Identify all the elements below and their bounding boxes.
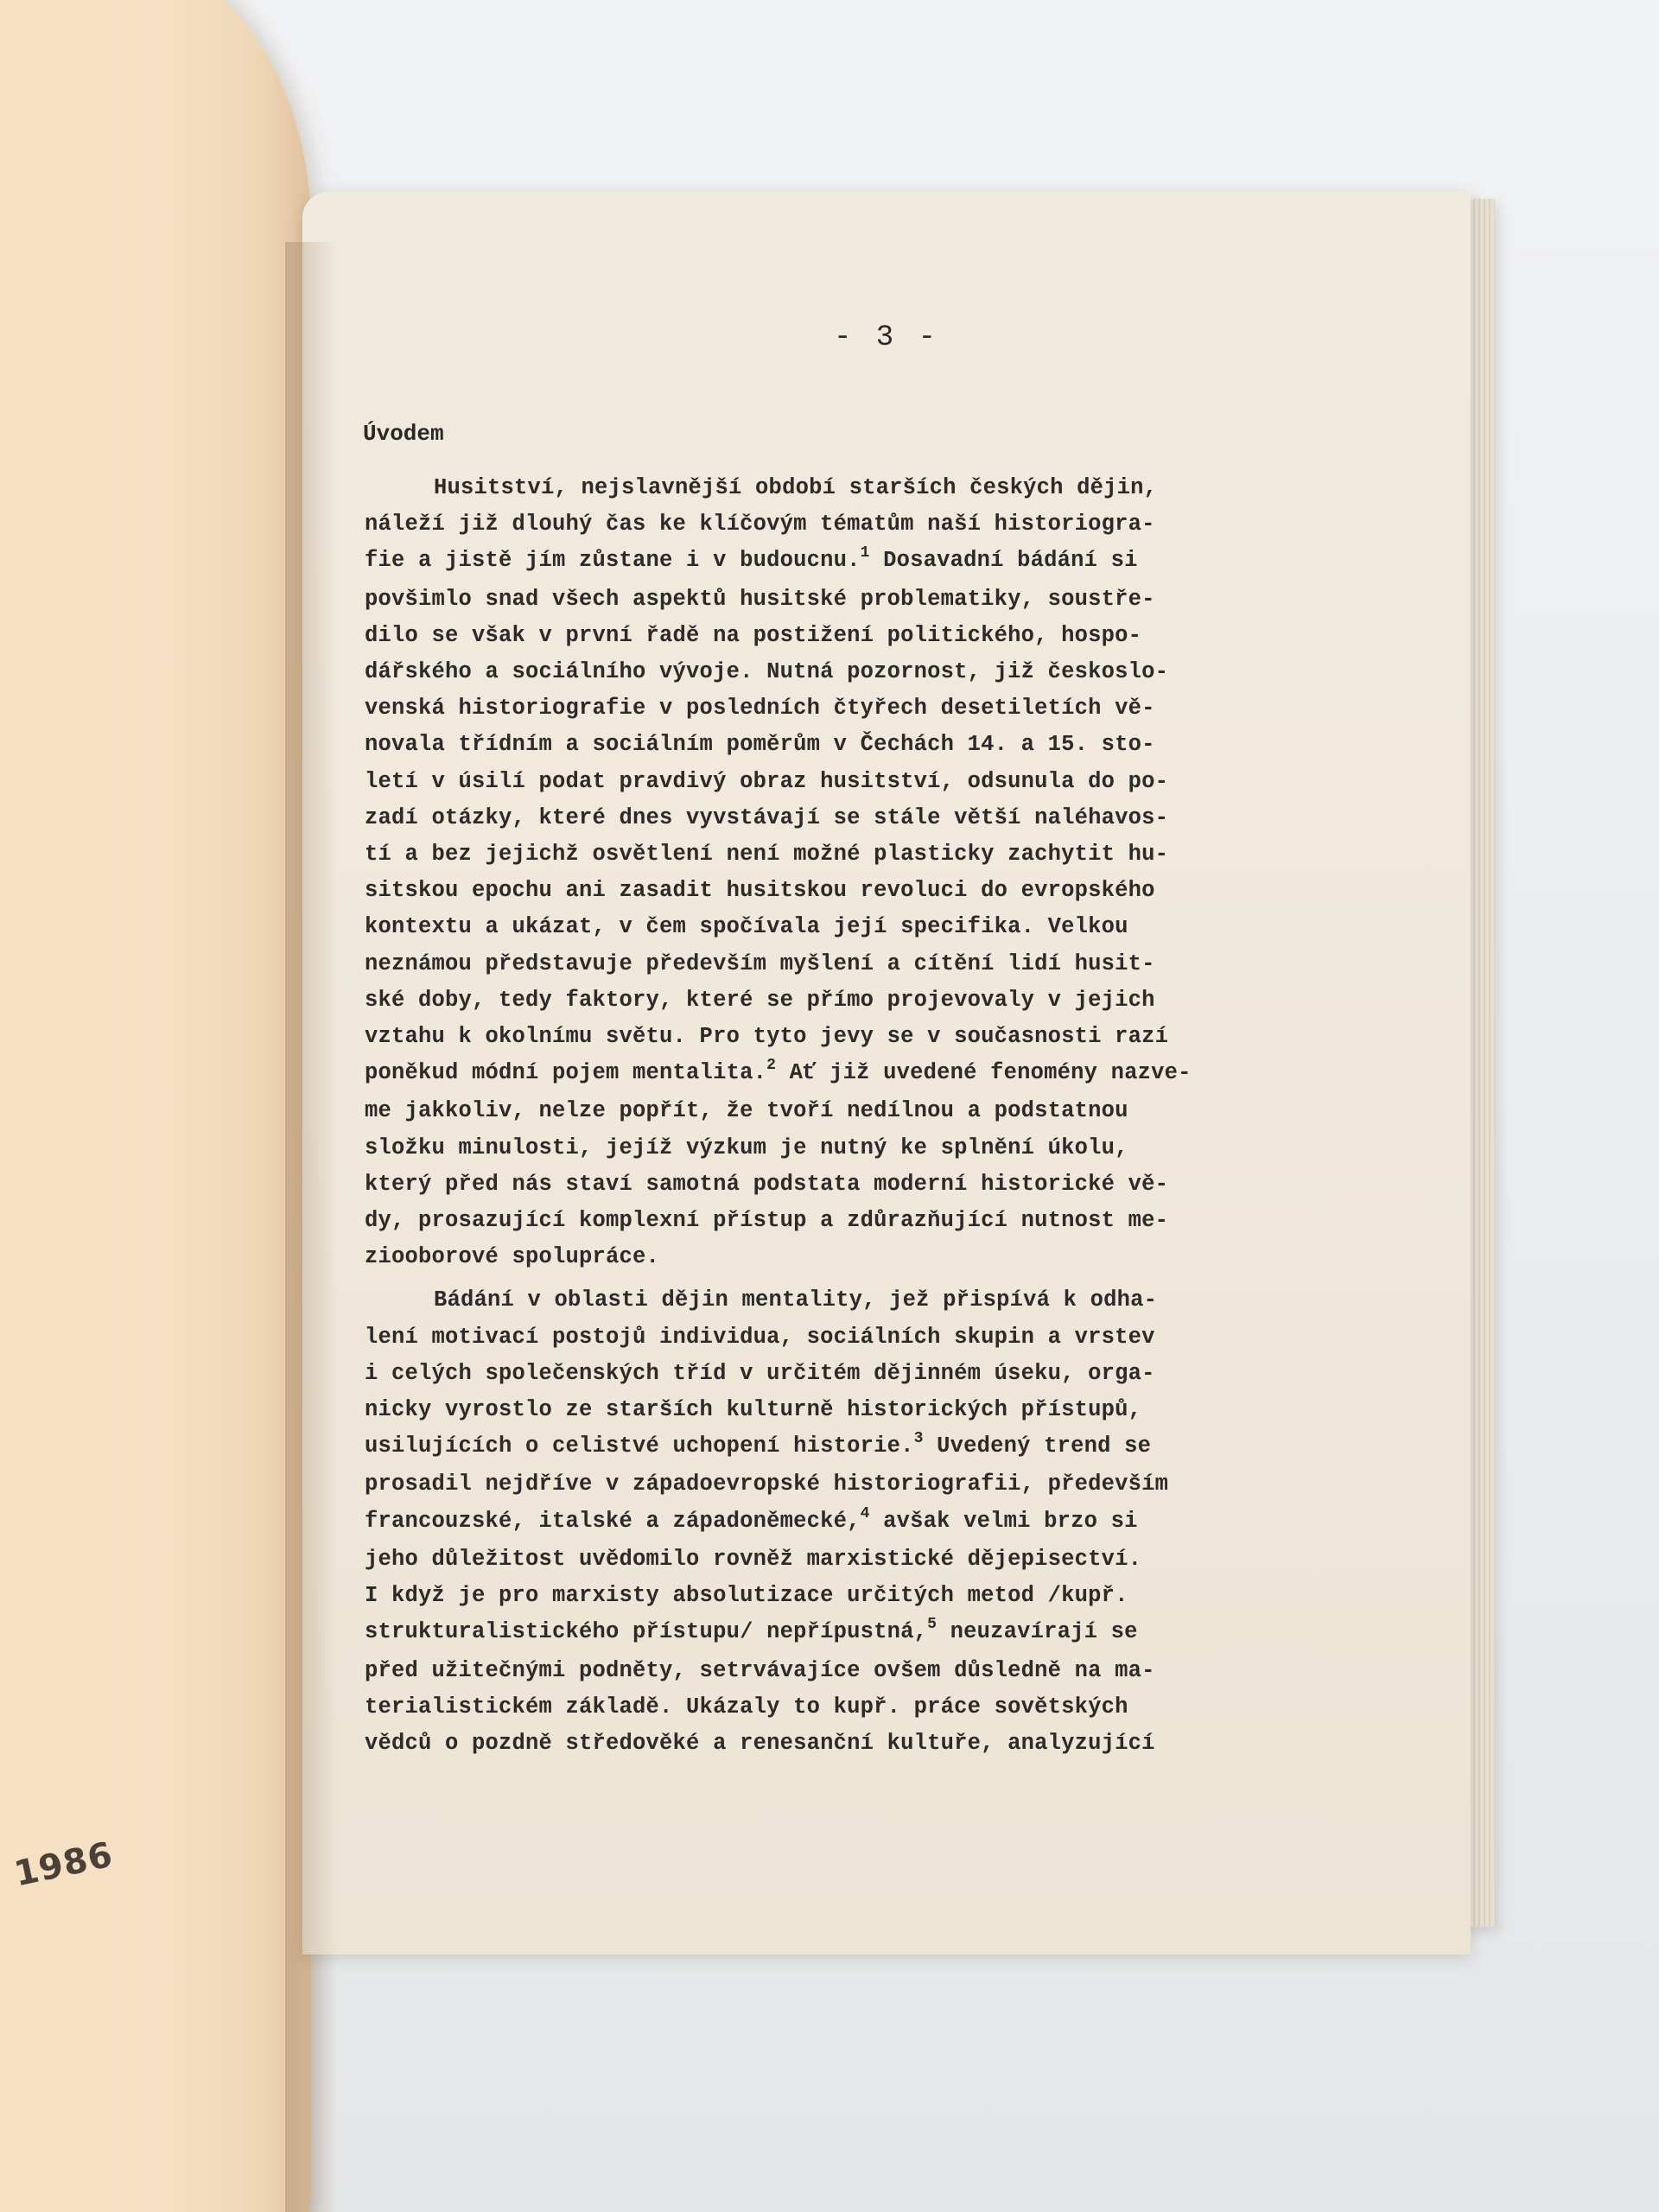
text-line bbox=[365, 1726, 1324, 1762]
text-line bbox=[365, 946, 1324, 982]
footnote-marker: 5 bbox=[927, 1616, 938, 1634]
text-line bbox=[365, 470, 1324, 506]
text-line bbox=[365, 1130, 1324, 1166]
text-line bbox=[365, 1166, 1324, 1203]
right-page bbox=[302, 192, 1471, 1955]
line-text: vztahu k okolnímu světu. Pro tyto jevy se v současnosti razí bbox=[365, 1024, 1169, 1050]
text-line bbox=[365, 1392, 1324, 1428]
line-text: lení motivací postojů individua, sociálních skupin a vrstev bbox=[365, 1324, 1155, 1350]
line-text: neznámou představuje především myšlení a cítění lidí husit- bbox=[365, 950, 1155, 976]
text-line bbox=[365, 1019, 1324, 1055]
footnote-marker: 3 bbox=[913, 1430, 924, 1448]
text-line bbox=[365, 1541, 1324, 1578]
text-line bbox=[365, 543, 1324, 581]
line-text: usilujících o celistvé uchopení historie. bbox=[365, 1433, 914, 1459]
line-text: ské doby, tedy faktory, které se přímo projevovaly v jejich bbox=[365, 987, 1155, 1013]
line-text: náleží již dlouhý čas ke klíčovým tématům naší historiogra- bbox=[365, 512, 1155, 537]
line-text: Husitství, nejslavnější období starších českých dějin, bbox=[434, 475, 1158, 500]
handwritten-year: 1986 bbox=[10, 1834, 117, 1895]
line-text-after-footnote: neuzavírají se bbox=[937, 1619, 1138, 1645]
line-text: terialistickém základě. Ukázaly to kupř. práce sovětských bbox=[365, 1694, 1128, 1719]
text-line bbox=[365, 1578, 1324, 1614]
line-text-after-footnote: Dosavadní bádání si bbox=[869, 548, 1138, 574]
line-text: vědců o pozdně středověké a renesanční kultuře, analyzující bbox=[365, 1730, 1155, 1756]
text-line bbox=[365, 1503, 1324, 1541]
text-line bbox=[365, 654, 1324, 690]
text-line bbox=[365, 1319, 1324, 1356]
footnote-marker: 4 bbox=[860, 1504, 870, 1522]
text-line bbox=[365, 873, 1324, 909]
line-text: prosadil nejdříve v západoevropské historiografii, především bbox=[365, 1471, 1169, 1497]
text-line bbox=[365, 1093, 1324, 1129]
line-text-after-footnote: avšak velmi brzo si bbox=[869, 1508, 1138, 1534]
line-text: i celých společenských tříd v určitém dějinném úseku, orga- bbox=[365, 1360, 1155, 1386]
text-line bbox=[365, 690, 1324, 727]
footnote-marker: 1 bbox=[860, 544, 870, 563]
line-text-after-footnote: Ať již uvedené fenomény nazve- bbox=[776, 1060, 1192, 1086]
text-line bbox=[365, 800, 1324, 836]
line-text: ziooborové spolupráce. bbox=[365, 1244, 660, 1270]
line-text: Bádání v oblasti dějin mentality, jež přispívá k odha- bbox=[434, 1287, 1158, 1313]
line-text: novala třídním a sociálním poměrům v Čechách 14. a 15. sto- bbox=[365, 732, 1155, 758]
line-text: nicky vyrostlo ze starších kulturně historických přístupů, bbox=[365, 1397, 1142, 1423]
line-text: I když je pro marxisty absolutizace určitých metod /kupř. bbox=[365, 1583, 1128, 1609]
text-line bbox=[365, 1614, 1324, 1652]
section-heading: Úvodem bbox=[363, 421, 444, 447]
line-text-after-footnote: Uvedený trend se bbox=[923, 1433, 1152, 1459]
text-line bbox=[365, 1203, 1324, 1239]
line-text: tí a bez jejichž osvětlení není možné plasticky zachytit hu- bbox=[365, 842, 1169, 868]
line-text: francouzské, italské a západoněmecké, bbox=[365, 1508, 861, 1534]
footnote-marker: 2 bbox=[766, 1057, 777, 1075]
line-text: před užitečnými podněty, setrvávajíce ovšem důsledně na ma- bbox=[365, 1657, 1155, 1683]
line-text: jeho důležitost uvědomilo rovněž marxistické dějepisectví. bbox=[365, 1546, 1142, 1572]
line-text: zadí otázky, které dnes vyvstávají se stále větší naléhavos- bbox=[365, 804, 1169, 830]
text-line bbox=[365, 618, 1324, 654]
line-text: fie a jistě jím zůstane i v budoucnu. bbox=[365, 548, 861, 574]
text-line bbox=[365, 1055, 1324, 1093]
text-line bbox=[365, 836, 1324, 873]
text-line bbox=[365, 909, 1324, 945]
text-line bbox=[365, 1689, 1324, 1726]
line-text: poněkud módní pojem mentalita. bbox=[365, 1060, 767, 1086]
line-text: venská historiografie v posledních čtyřech desetiletích vě- bbox=[365, 696, 1155, 721]
text-line bbox=[365, 1466, 1324, 1503]
text-line bbox=[365, 1428, 1324, 1466]
text-line bbox=[365, 1282, 1324, 1319]
line-text: který před nás staví samotná podstata moderní historické vě- bbox=[365, 1171, 1169, 1197]
body-text bbox=[365, 470, 1324, 1762]
text-line bbox=[365, 506, 1324, 543]
book-spine-shadow bbox=[285, 242, 337, 2212]
page-number: - 3 - bbox=[833, 321, 940, 354]
line-text: me jakkoliv, nelze popřít, že tvoří nedílnou a podstatnou bbox=[365, 1098, 1128, 1124]
line-text: dářského a sociálního vývoje. Nutná pozornost, již českoslo- bbox=[365, 659, 1169, 685]
text-line bbox=[365, 764, 1324, 800]
text-line bbox=[365, 982, 1324, 1019]
text-line bbox=[365, 727, 1324, 763]
text-line bbox=[365, 1239, 1324, 1275]
left-page bbox=[0, 0, 311, 2212]
text-line bbox=[365, 582, 1324, 618]
line-text: sitskou epochu ani zasadit husitskou revoluci do evropského bbox=[365, 878, 1155, 904]
line-text: složku minulosti, jejíž výzkum je nutný ke splnění úkolu, bbox=[365, 1135, 1128, 1160]
text-line bbox=[365, 1653, 1324, 1689]
line-text: dy, prosazující komplexní přístup a zdůrazňující nutnost me- bbox=[365, 1208, 1169, 1234]
line-text: strukturalistického přístupu/ nepřípustná, bbox=[365, 1619, 928, 1645]
line-text: letí v úsilí podat pravdivý obraz husitství, odsunula do po- bbox=[365, 768, 1169, 794]
line-text: kontextu a ukázat, v čem spočívala její specifika. Velkou bbox=[365, 914, 1128, 940]
line-text: dilo se však v první řadě na postižení politického, hospo- bbox=[365, 622, 1142, 648]
line-text: povšimlo snad všech aspektů husitské problematiky, soustře- bbox=[365, 586, 1155, 612]
text-line bbox=[365, 1356, 1324, 1392]
